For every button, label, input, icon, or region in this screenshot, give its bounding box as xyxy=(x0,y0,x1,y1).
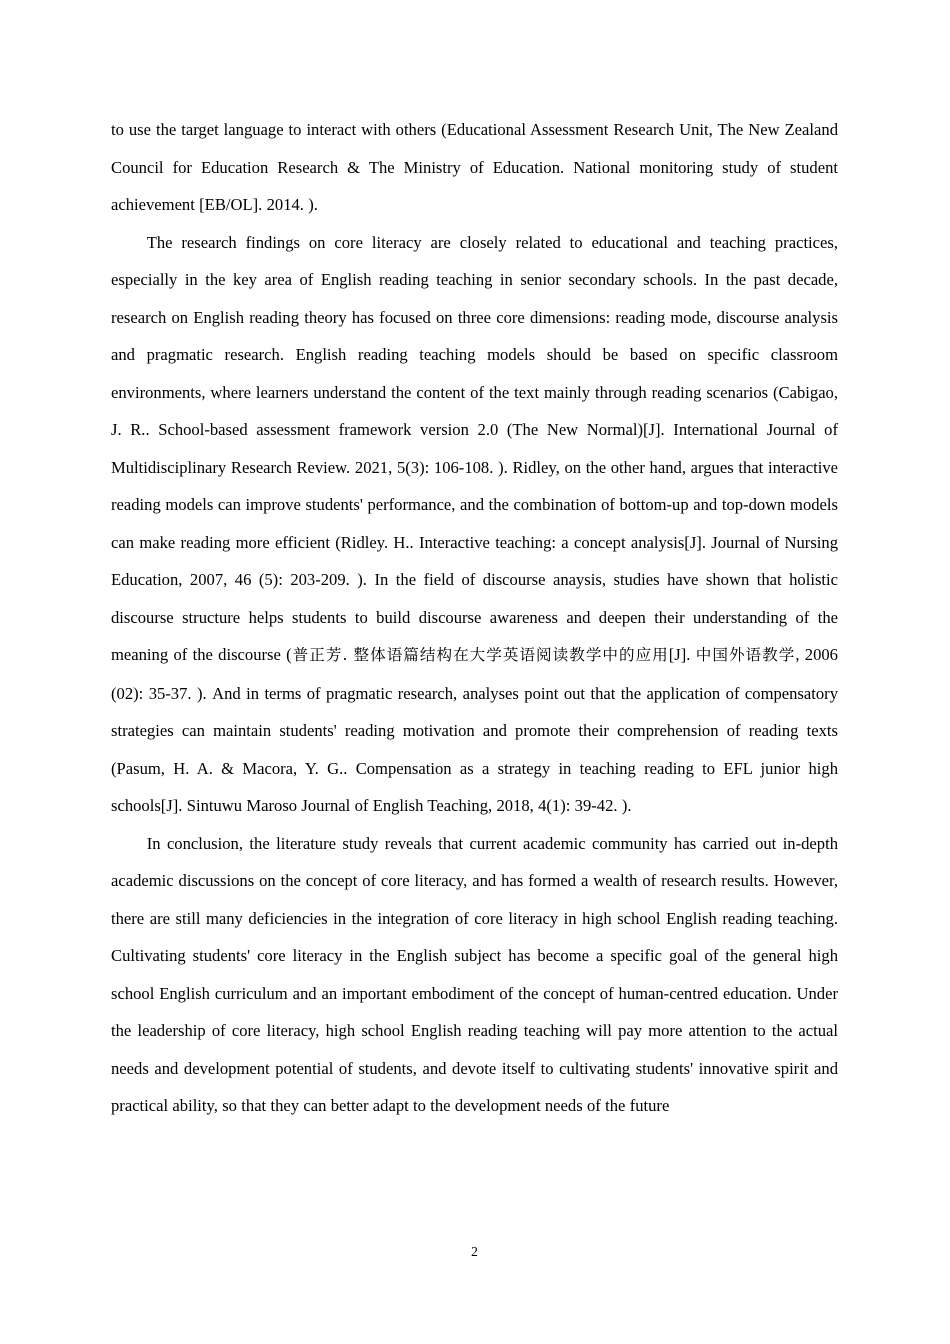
paragraph-segment-cjk-2: 中国外语教学 xyxy=(695,646,796,664)
page-number: 2 xyxy=(471,1244,478,1259)
paragraph-research-findings xyxy=(111,224,838,825)
paragraph-segment-cjk-1: 普正芳. 整体语篇结构在大学英语阅读教学中的应用 xyxy=(291,646,669,664)
paragraph-conclusion: In conclusion, the literature study reveals that current academic community has carried out in-depth academic discussions on the concept of core literacy, and has formed a wealth of research results. However, there are still many deficiencies in the integration of core literacy in high school English reading teaching. Cultivating students' core literacy in the English subject has become a specific goal of the general high school English curriculum and an important embodiment of the concept of human-centred education. Under the leadership of core literacy, high school English reading teaching will pay more attention to the actual needs and development potential of students, and devote itself to cultivating students' innovative spirit and practical ability, so that they can better adapt to the development needs of the future xyxy=(111,833,838,1115)
paragraph-continuation: to use the target language to interact with others (Educational Assessment Research Unit, The New Zealand Council for Education Research & The Ministry of Education. National monitoring study of student achievement [EB/OL]. 2014. ). xyxy=(111,120,838,214)
paragraph-segment-latin-1: The research findings on core literacy are closely related to educational and teaching practices, especially in the key area of English reading teaching in senior secondary schools. In the past decade, research on English reading theory has focused on three core dimensions: reading mode, discourse analysis and pragmatic research. English reading teaching models should be based on specific classroom environments, where learners understand the content of the text mainly through reading scenarios (Cabigao, J. R.. School-based assessment framework version 2.0 (The New Normal)[J]. International Journal of Multidisciplinary Research Review. 2021, 5(3): 106-108. ). Ridley, on the other hand, argues that interactive reading models can improve students' performance, and the combination of bottom-up and top-down models can make reading more efficient (Ridley. H.. Interactive teaching: a concept analysis[J]. Journal of Nursing Education, 2007, 46 (5): 203-209. ). In the field of discourse anaysis, studies have shown that holistic discourse structure helps students to build discourse awareness and deepen their understanding of the meaning of the discourse ( xyxy=(111,232,838,664)
document-text-body xyxy=(111,111,838,1125)
paragraph-segment-latin-2: [J]. xyxy=(668,645,696,664)
paragraph-segment-latin-3: , 2006 (02): 35-37. ). And in terms of pragmatic research, analyses point out that the application of compensatory strategies can maintain students' reading motivation and promote their comprehension of reading texts (Pasum, H. A. & Macora, Y. G.. Compensation as a strategy in teaching reading to EFL junior high schools[J]. Sintuwu Maroso Journal of English Teaching, 2018, 4(1): 39-42. ). xyxy=(111,645,838,815)
